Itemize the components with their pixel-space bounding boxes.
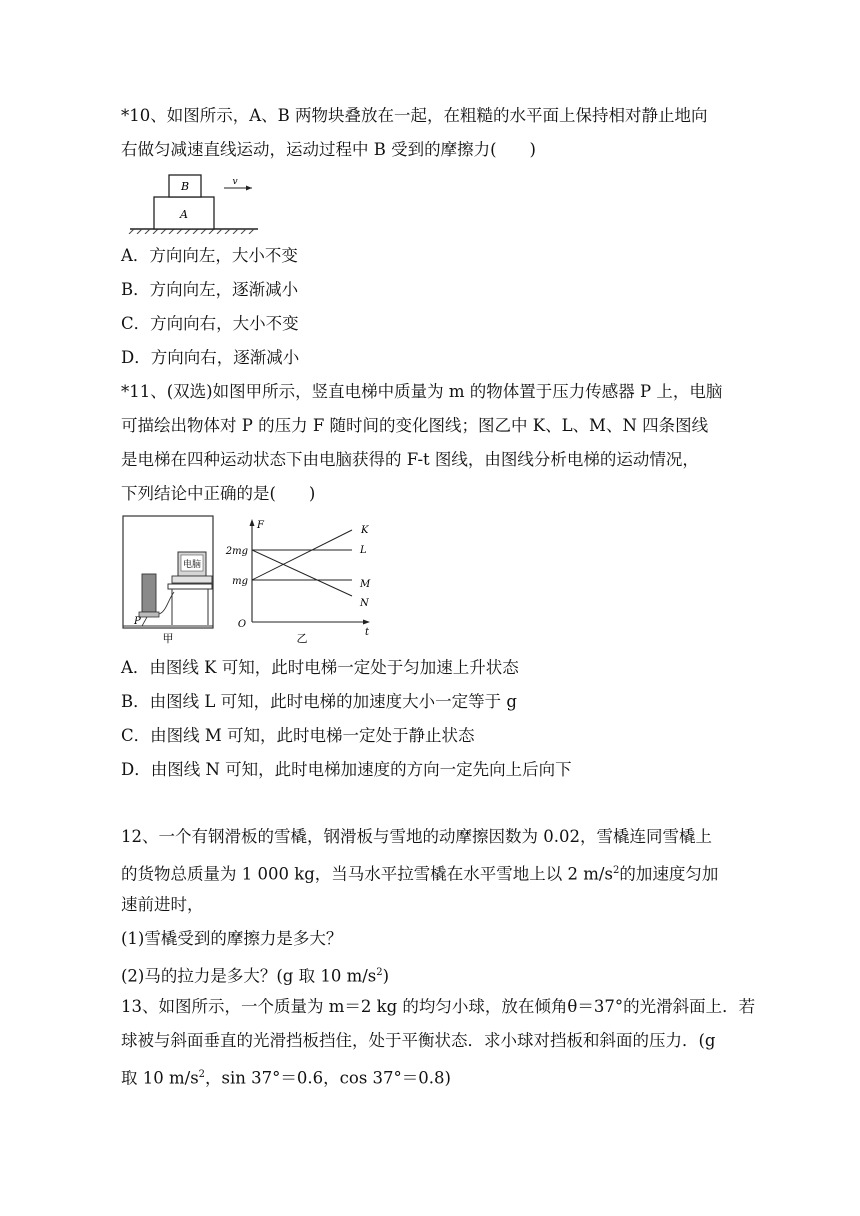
caption-yi: 乙: [296, 632, 308, 645]
q11-figure-jia: [122, 514, 216, 646]
q12-sub2: (2)马的拉力是多大？(g 取 10 $m/s^2$): [121, 966, 390, 986]
q12-line1: 12、一个有钢滑板的雪橇，钢滑板与雪地的动摩擦因数为 0.02，雪橇连同雪橇上: [121, 827, 712, 846]
f-axis-label: F: [257, 520, 264, 531]
q13-line3: 取 10 $m/s^2$，sin 37°＝0.6，cos 37°＝0.8): [121, 1068, 451, 1088]
q12-line2: 的货物总质量为 1 000 kg，当马水平拉雪橇在水平雪地上以 2 $m/s^2$的加速度匀加: [121, 864, 719, 884]
tick-2mg: 2mg: [225, 546, 248, 557]
q10-option-c: C．方向向右，大小不变: [121, 314, 299, 333]
q11-option-a: A．由图线 K 可知，此时电梯一定处于匀加速上升状态: [121, 658, 519, 677]
origin-label: O: [237, 619, 247, 630]
table: [168, 584, 212, 589]
label-v: v: [232, 177, 238, 187]
q10-option-b: B．方向向左，逐渐减小: [121, 280, 299, 299]
q11-stem-line3: 是电梯在四种运动状态下由电脑获得的 F-t 图线，由图线分析电梯的运动情况，: [121, 450, 699, 469]
q12-sub1: (1)雪橇受到的摩擦力是多大？: [121, 929, 343, 948]
q13-line2: 球被与斜面垂直的光滑挡板挡住，处于平衡状态．求小球对挡板和斜面的压力．(g: [121, 1031, 716, 1050]
q10-option-d: D．方向向右，逐渐减小: [121, 348, 300, 367]
q10-block-figure: [124, 170, 264, 234]
q12-line3: 速前进时，: [121, 895, 204, 914]
q13-line1: 13、如图所示，一个质量为 m＝2 kg 的均匀小球，放在倾角θ＝37°的光滑斜面上．若: [121, 997, 756, 1016]
label-l: L: [360, 545, 367, 556]
q11-stem-line4: 下列结论中正确的是( ): [121, 484, 316, 503]
caption-jia: 甲: [162, 632, 174, 645]
pressure-sensor: [139, 612, 159, 617]
q11-option-c: C．由图线 M 可知，此时电梯一定处于静止状态: [121, 726, 475, 745]
q11-option-b: B．由图线 L 可知，此时电梯的加速度大小一定等于 g: [121, 692, 517, 711]
q11-stem-line1: *11、(双选)如图甲所示，竖直电梯中质量为 m 的物体置于压力传感器 P 上，电脑: [121, 382, 723, 401]
computer-label: 电脑: [182, 560, 202, 570]
q11-figure-yi: [224, 516, 380, 648]
q10-option-a: A．方向向左，大小不变: [121, 246, 298, 265]
label-n: N: [360, 598, 369, 609]
t-axis-label: t: [365, 627, 370, 638]
sensor-label: P: [134, 616, 141, 627]
label-m: M: [360, 579, 371, 590]
tick-mg: mg: [232, 576, 248, 587]
label-b: B: [180, 180, 190, 193]
q10-stem-line1: *10、如图所示，A、B 两物块叠放在一起，在粗糙的水平面上保持相对静止地向: [121, 106, 708, 125]
q11-option-d: D．由图线 N 可知，此时电梯加速度的方向一定先向上后向下: [121, 760, 572, 779]
q10-stem-line2: 右做匀减速直线运动，运动过程中 B 受到的摩擦力( ): [121, 140, 536, 159]
object-mass: [142, 574, 156, 612]
label-a: A: [180, 208, 188, 221]
label-k: K: [361, 525, 369, 536]
q11-stem-line2: 可描绘出物体对 P 的压力 F 随时间的变化图线；图乙中 K、L、M、N 四条图线: [121, 416, 709, 435]
